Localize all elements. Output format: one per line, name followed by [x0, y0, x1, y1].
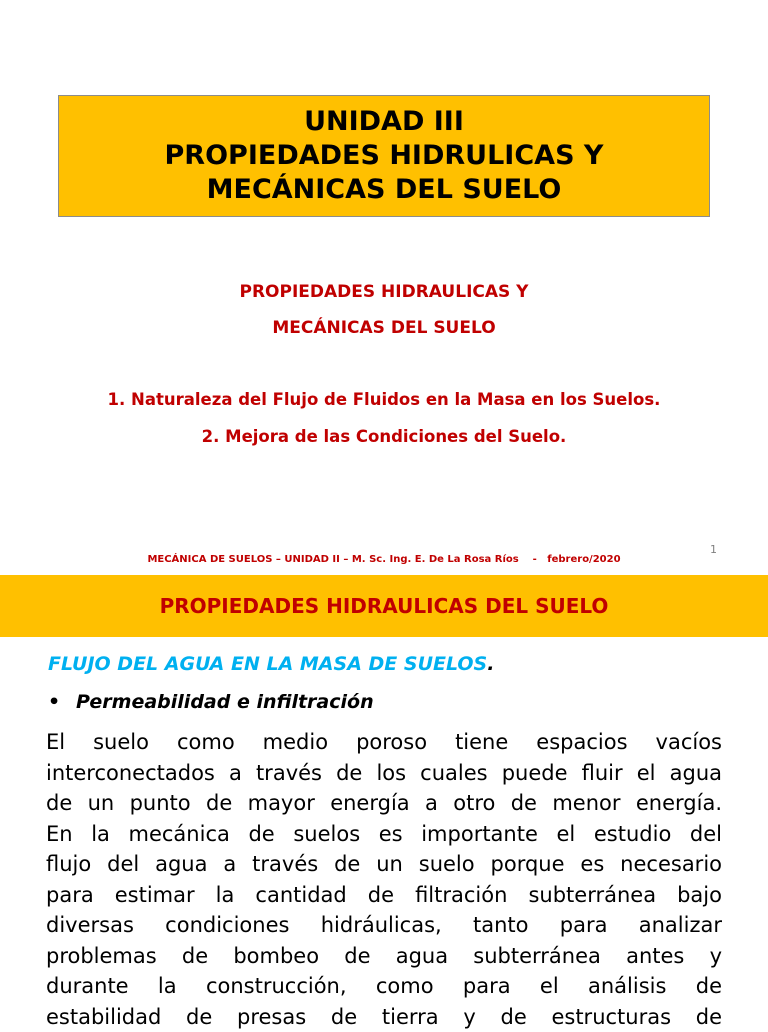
bullet-icon: •: [48, 688, 76, 716]
body-line-1: El suelo como medio poroso tiene espacios vacíos: [46, 727, 722, 758]
body-line-7: diversas condiciones hidráulicas, tanto para analizar: [46, 910, 722, 941]
body-line-4: En la mecánica de suelos es importante el estudio del: [46, 819, 722, 850]
slide-header: PROPIEDADES HIDRAULICAS DEL SUELO: [160, 594, 609, 618]
title-line-3: MECÁNICAS DEL SUELO: [207, 173, 562, 207]
bullet-item: [48, 688, 374, 716]
subtitle-line-1: PROPIEDADES HIDRAULICAS Y: [0, 281, 768, 303]
slide-footer: MECÁNICA DE SUELOS – UNIDAD II – M. Sc. Ing. E. De La Rosa Ríos - febrero/2020: [0, 553, 768, 567]
header-band: [0, 575, 768, 637]
bullet-text: Permeabilidad e infiltración: [76, 691, 374, 713]
title-box: [58, 95, 710, 217]
body-line-8: problemas de bombeo de agua subterránea antes y: [46, 941, 722, 972]
body-line-5: flujo del agua a través de un suelo porque es necesario: [46, 849, 722, 880]
section-heading-period: .: [487, 653, 494, 675]
topic-item-2: 2. Mejora de las Condiciones del Suelo.: [0, 426, 768, 448]
body-line-9: durante la construcción, como para el análisis de: [46, 971, 722, 1002]
body-line-6: para estimar la cantidad de filtración subterránea bajo: [46, 880, 722, 911]
section-heading-text: FLUJO DEL AGUA EN LA MASA DE SUELOS: [48, 653, 487, 675]
body-line-10: estabilidad de presas de tierra y de estructuras de: [46, 1002, 722, 1032]
section-heading: [48, 650, 494, 678]
page-number: 1: [710, 543, 717, 557]
title-line-1: UNIDAD III: [304, 105, 464, 139]
topic-item-1: 1. Naturaleza del Flujo de Fluidos en la Masa en los Suelos.: [0, 389, 768, 411]
slide-2: [0, 572, 768, 1024]
title-line-2: PROPIEDADES HIDRULICAS Y: [165, 139, 604, 173]
subtitle-line-2: MECÁNICAS DEL SUELO: [0, 317, 768, 339]
body-line-3: de un punto de mayor energía a otro de menor energía.: [46, 788, 722, 819]
body-line-2: interconectados a través de los cuales puede fluir el agua: [46, 758, 722, 789]
body-paragraph: [46, 727, 722, 1032]
